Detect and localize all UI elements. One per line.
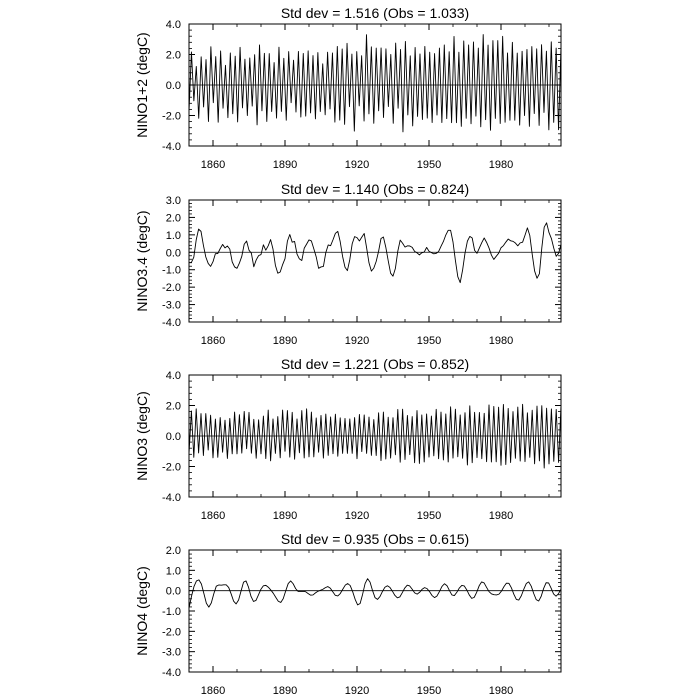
chart-title: Std dev = 1.221 (Obs = 0.852) [280, 356, 470, 372]
x-tick-label: 1890 [272, 510, 298, 522]
chart-panel-1 [134, 5, 561, 171]
x-tick-label: 1980 [488, 510, 514, 522]
y-tick-label: 0.0 [165, 80, 181, 92]
x-tick-label: 1860 [200, 335, 226, 347]
y-tick-label: -2.0 [162, 461, 181, 474]
x-tick-label: 1980 [488, 335, 514, 347]
y-tick-label: 2.0 [165, 545, 181, 557]
x-tick-label: 1860 [200, 159, 226, 171]
y-tick-label: -2.0 [162, 626, 181, 639]
y-tick-label: 3.0 [165, 195, 181, 207]
chart-title: Std dev = 1.140 (Obs = 0.824) [280, 181, 470, 197]
chart-panel-3 [134, 356, 561, 522]
x-tick-label: 1950 [416, 510, 442, 522]
plot-frame [189, 550, 561, 672]
y-axis-label: NINO3.4 (degC) [134, 210, 150, 312]
x-tick-label: 1860 [200, 510, 226, 522]
x-tick-label: 1950 [416, 685, 442, 697]
y-axis-label: NINO4 (degC) [134, 566, 150, 656]
series-line-NINO4 [189, 579, 561, 608]
y-tick-label: 2.0 [165, 212, 181, 225]
x-tick-label: 1920 [344, 335, 370, 347]
y-axis-label: NINO3 (degC) [134, 391, 150, 481]
y-tick-label: 0.0 [165, 585, 181, 598]
y-tick-label: -2.0 [162, 282, 181, 295]
y-tick-label: 1.0 [165, 565, 181, 578]
y-tick-label: -3.0 [162, 299, 181, 312]
y-tick-label: 1.0 [165, 229, 181, 242]
y-tick-label: -4.0 [162, 141, 181, 153]
y-tick-label: 4.0 [165, 19, 181, 31]
x-tick-label: 1890 [272, 685, 298, 697]
y-tick-label: -2.0 [162, 110, 181, 123]
x-tick-label: 1950 [416, 335, 442, 347]
y-tick-label: -3.0 [162, 646, 181, 659]
series-line-NINO3.4 [189, 223, 561, 283]
x-tick-label: 1920 [344, 510, 370, 522]
y-tick-label: -4.0 [162, 667, 181, 679]
y-tick-label: 0.0 [165, 431, 181, 443]
x-tick-label: 1890 [272, 159, 298, 171]
x-tick-label: 1890 [272, 335, 298, 347]
x-tick-label: 1860 [200, 685, 226, 697]
chart-title: Std dev = 1.516 (Obs = 1.033) [280, 5, 470, 21]
chart-panel-2 [134, 181, 561, 347]
x-tick-label: 1920 [344, 685, 370, 697]
plot-frame [189, 200, 561, 322]
x-tick-label: 1920 [344, 159, 370, 171]
x-tick-label: 1980 [488, 685, 514, 697]
y-tick-label: -1.0 [162, 264, 181, 277]
y-tick-label: -4.0 [162, 492, 181, 504]
chart-panel-4 [134, 531, 561, 697]
series-line-NINO1+2 [189, 35, 561, 132]
y-tick-label: -1.0 [162, 606, 181, 618]
y-tick-label: -4.0 [162, 317, 181, 329]
x-tick-label: 1980 [488, 159, 514, 171]
y-tick-label: 2.0 [165, 400, 181, 413]
x-tick-label: 1950 [416, 159, 442, 171]
y-tick-label: 0.0 [165, 247, 181, 260]
chart-title: Std dev = 0.935 (Obs = 0.615) [280, 531, 470, 547]
y-tick-label: 4.0 [165, 370, 181, 382]
y-axis-label: NINO1+2 (degC) [134, 32, 150, 138]
y-tick-label: 2.0 [165, 49, 181, 62]
